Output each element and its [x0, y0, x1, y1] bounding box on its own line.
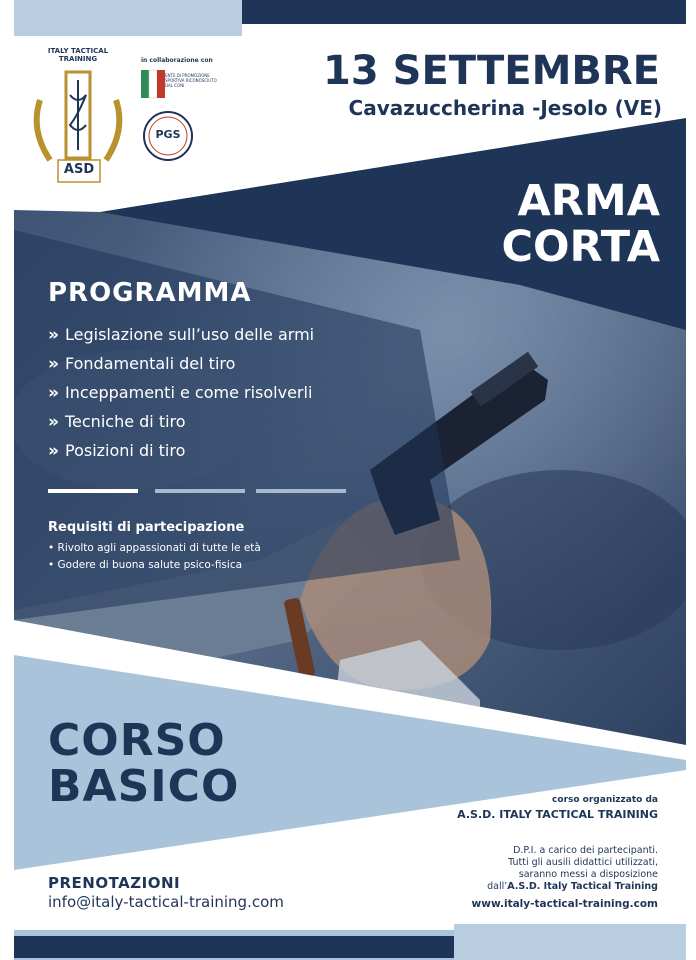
- top-stripe-navy: [242, 0, 686, 24]
- logo-asd-text: ASD: [63, 162, 95, 177]
- dpi-prefix: dall’: [487, 881, 508, 892]
- list-item: [48, 378, 314, 407]
- organizer-label: corso organizzato da: [552, 795, 658, 805]
- divider-1: [48, 489, 138, 493]
- email-link[interactable]: info@italy-tactical-training.com: [48, 893, 284, 911]
- list-item-label: Fondamentali del tiro: [64, 354, 236, 373]
- dpi-line: D.P.I. a carico dei partecipanti.: [513, 845, 658, 856]
- prenotazioni-label: PRENOTAZIONI: [48, 874, 181, 892]
- list-item-label: Inceppamenti e come risolverli: [64, 383, 313, 402]
- dpi-line: saranno messi a disposizione: [518, 869, 658, 880]
- requisiti-list: [48, 540, 261, 574]
- logo-title: ITALY TACTICAL TRAINING: [47, 47, 109, 63]
- italia-logo: [141, 70, 165, 98]
- chevron-icon: »: [48, 411, 59, 432]
- bottom-stripe-light: [454, 924, 686, 960]
- list-item: [48, 349, 314, 378]
- list-item: [48, 407, 314, 436]
- arma-line1: ARMA: [517, 176, 660, 226]
- website-link[interactable]: www.italy-tactical-training.com: [471, 898, 658, 910]
- chevron-icon: »: [48, 324, 59, 345]
- dpi-org: A.S.D. Italy Tactical Training: [507, 881, 658, 892]
- list-item: [48, 320, 314, 349]
- chevron-icon: »: [48, 440, 59, 461]
- programma-title: PROGRAMMA: [48, 278, 252, 308]
- programma-list: [48, 320, 314, 465]
- divider-2: [155, 489, 245, 493]
- dpi-line: [420, 881, 658, 893]
- dpi-line: Tutti gli ausili didattici utilizzati,: [508, 857, 658, 868]
- list-item-label: Tecniche di tiro: [64, 412, 186, 431]
- course-level: [48, 715, 240, 812]
- bottom-stripe-navy: [14, 936, 454, 958]
- arma-line2: CORTA: [501, 222, 660, 272]
- list-item: • Rivolto agli appassionati di tutte le età: [48, 542, 261, 554]
- list-item: • Godere di buona salute psico-fisica: [48, 559, 243, 571]
- organizer-name: A.S.D. ITALY TACTICAL TRAINING: [457, 808, 658, 821]
- course-type: [380, 178, 660, 270]
- event-place: Cavazuccherina -Jesolo (VE): [348, 96, 662, 120]
- corso-line2: BASICO: [48, 761, 240, 812]
- top-stripe-light: [14, 0, 242, 36]
- requisiti-title: Requisiti di partecipazione: [48, 520, 245, 535]
- list-item: [48, 436, 314, 465]
- list-item-label: Posizioni di tiro: [64, 441, 186, 460]
- pgs-logo-text: PGS: [155, 128, 181, 141]
- dpi-notes: [420, 845, 658, 893]
- chevron-icon: »: [48, 353, 59, 374]
- corso-line1: CORSO: [48, 715, 226, 766]
- event-date: 13 SETTEMBRE: [323, 48, 660, 94]
- chevron-icon: »: [48, 382, 59, 403]
- collab-label: in collaborazione con: [141, 57, 213, 64]
- ente-text: ENTE DI PROMOZIONE SPORTIVA RICONOSCIUTO DAL CONI: [165, 73, 217, 88]
- divider-3: [256, 489, 346, 493]
- list-item-label: Legislazione sull’uso delle armi: [64, 325, 315, 344]
